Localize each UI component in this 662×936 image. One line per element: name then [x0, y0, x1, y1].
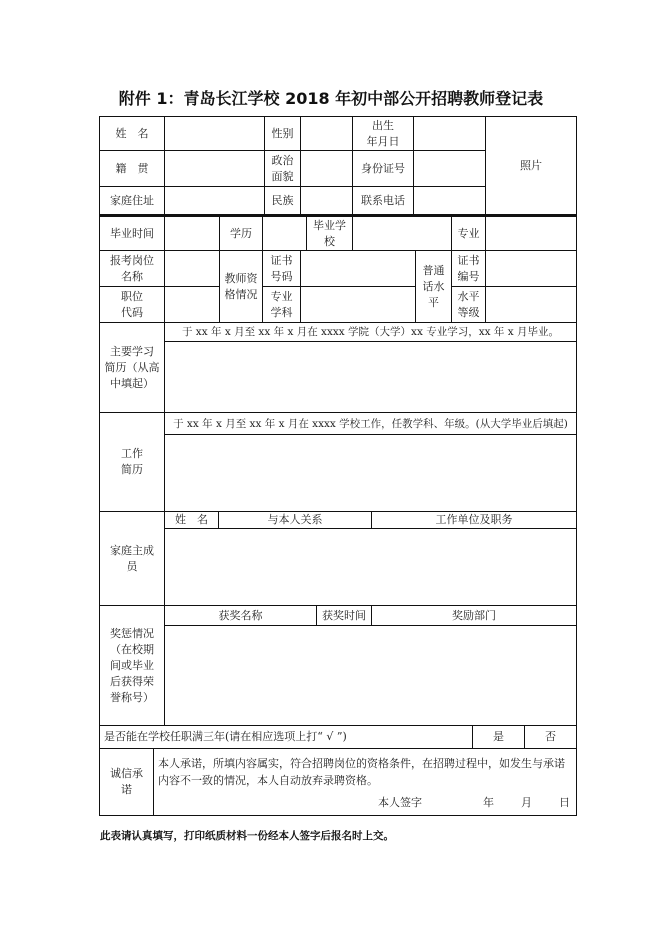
awards-label: 奖惩情况 （在校期 间或毕业 后获得荣 誉称号） [99, 605, 165, 726]
subject-field[interactable] [300, 286, 416, 323]
level-label: 水平 等级 [451, 286, 486, 323]
family-header-relation: 与本人关系 [218, 511, 372, 529]
grad-time-field[interactable] [164, 216, 220, 251]
native-place-label: 籍 贯 [99, 150, 165, 187]
birth-label: 出生 年月日 [352, 116, 414, 151]
political-status-label: 政治 面貌 [264, 150, 301, 187]
id-number-label: 身份证号 [352, 150, 414, 187]
awards-header-dept: 奖励部门 [371, 605, 577, 626]
section-divider [99, 214, 577, 216]
birth-field[interactable] [413, 116, 486, 151]
grad-school-field[interactable] [352, 216, 452, 251]
political-status-field[interactable] [300, 150, 353, 187]
cert-code-field[interactable] [485, 250, 577, 287]
phone-label: 联系电话 [352, 186, 414, 215]
grad-school-label: 毕业学 校 [306, 216, 353, 251]
education-field[interactable] [262, 216, 307, 251]
post-name-field[interactable] [164, 250, 220, 287]
native-place-field[interactable] [164, 150, 265, 187]
gender-field[interactable] [300, 116, 353, 151]
work-history-label: 工作 简历 [99, 412, 165, 512]
ethnic-label: 民族 [264, 186, 301, 215]
grad-time-label: 毕业时间 [99, 216, 165, 251]
awards-header-time: 获奖时间 [316, 605, 372, 626]
post-code-label: 职位 代码 [99, 286, 165, 323]
address-field[interactable] [164, 186, 265, 215]
awards-header-name: 获奖名称 [164, 605, 317, 626]
level-field[interactable] [485, 286, 577, 323]
teacher-qualification-label: 教师资 格情况 [219, 250, 263, 323]
page-title: 附件 1：青岛长江学校 2018 年初中部公开招聘教师登记表 [118, 89, 544, 108]
name-label: 姓 名 [99, 116, 165, 151]
education-label: 学历 [219, 216, 263, 251]
post-name-label: 报考岗位 名称 [99, 250, 165, 287]
term-question: 是否能在学校任职满三年(请在相应选项上打“ √ ”) [99, 725, 473, 749]
family-header-name: 姓 名 [164, 511, 219, 529]
term-no-option[interactable]: 否 [524, 725, 577, 749]
study-history-label: 主要学习 简历（从高 中填起） [99, 322, 165, 413]
ethnic-field[interactable] [300, 186, 353, 215]
family-members-label: 家庭主成 员 [99, 511, 165, 606]
gender-label: 性别 [264, 116, 301, 151]
term-yes-option[interactable]: 是 [472, 725, 525, 749]
phone-field[interactable] [413, 186, 486, 215]
month-label: 月 [521, 796, 532, 809]
day-label: 日 [559, 796, 570, 809]
work-history-field[interactable] [164, 434, 577, 512]
name-field[interactable] [164, 116, 265, 151]
major-label: 专业 [451, 216, 486, 251]
photo-box[interactable]: 照片 [485, 116, 577, 215]
id-number-field[interactable] [413, 150, 486, 187]
family-header-employer: 工作单位及职务 [371, 511, 577, 529]
pledge-box[interactable] [153, 748, 577, 816]
signature-line [378, 795, 570, 811]
address-label: 家庭住址 [99, 186, 165, 215]
study-history-field[interactable] [164, 341, 577, 413]
cert-number-label: 证书 号码 [262, 250, 301, 287]
signature-label: 本人签字 [378, 796, 422, 809]
family-members-field[interactable] [164, 528, 577, 606]
subject-label: 专业 学科 [262, 286, 301, 323]
pledge-label: 诚信承 诺 [99, 748, 154, 816]
study-history-hint: 于 xx 年 x 月至 xx 年 x 月在 xxxx 学院（大学）xx 专业学习，xx 年 x 月毕业。 [164, 322, 577, 342]
pledge-text: 本人承诺，所填内容属实，符合招聘岗位的资格条件，在招聘过程中，如发生与承诺内容不一致的情况，本人自动放弃录聘资格。 [158, 757, 565, 787]
mandarin-level-label: 普通 话水 平 [415, 250, 452, 323]
major-field[interactable] [485, 216, 577, 251]
awards-field[interactable] [164, 625, 577, 726]
cert-code-label: 证书 编号 [451, 250, 486, 287]
post-code-field[interactable] [164, 286, 220, 323]
cert-number-field[interactable] [300, 250, 416, 287]
footer-note: 此表请认真填写，打印纸质材料一份经本人签字后报名时上交。 [100, 830, 394, 842]
work-history-hint: 于 xx 年 x 月至 xx 年 x 月在 xxxx 学校工作，任教学科、年级。(从大学毕业后填起) [164, 412, 577, 435]
year-label: 年 [483, 796, 494, 809]
